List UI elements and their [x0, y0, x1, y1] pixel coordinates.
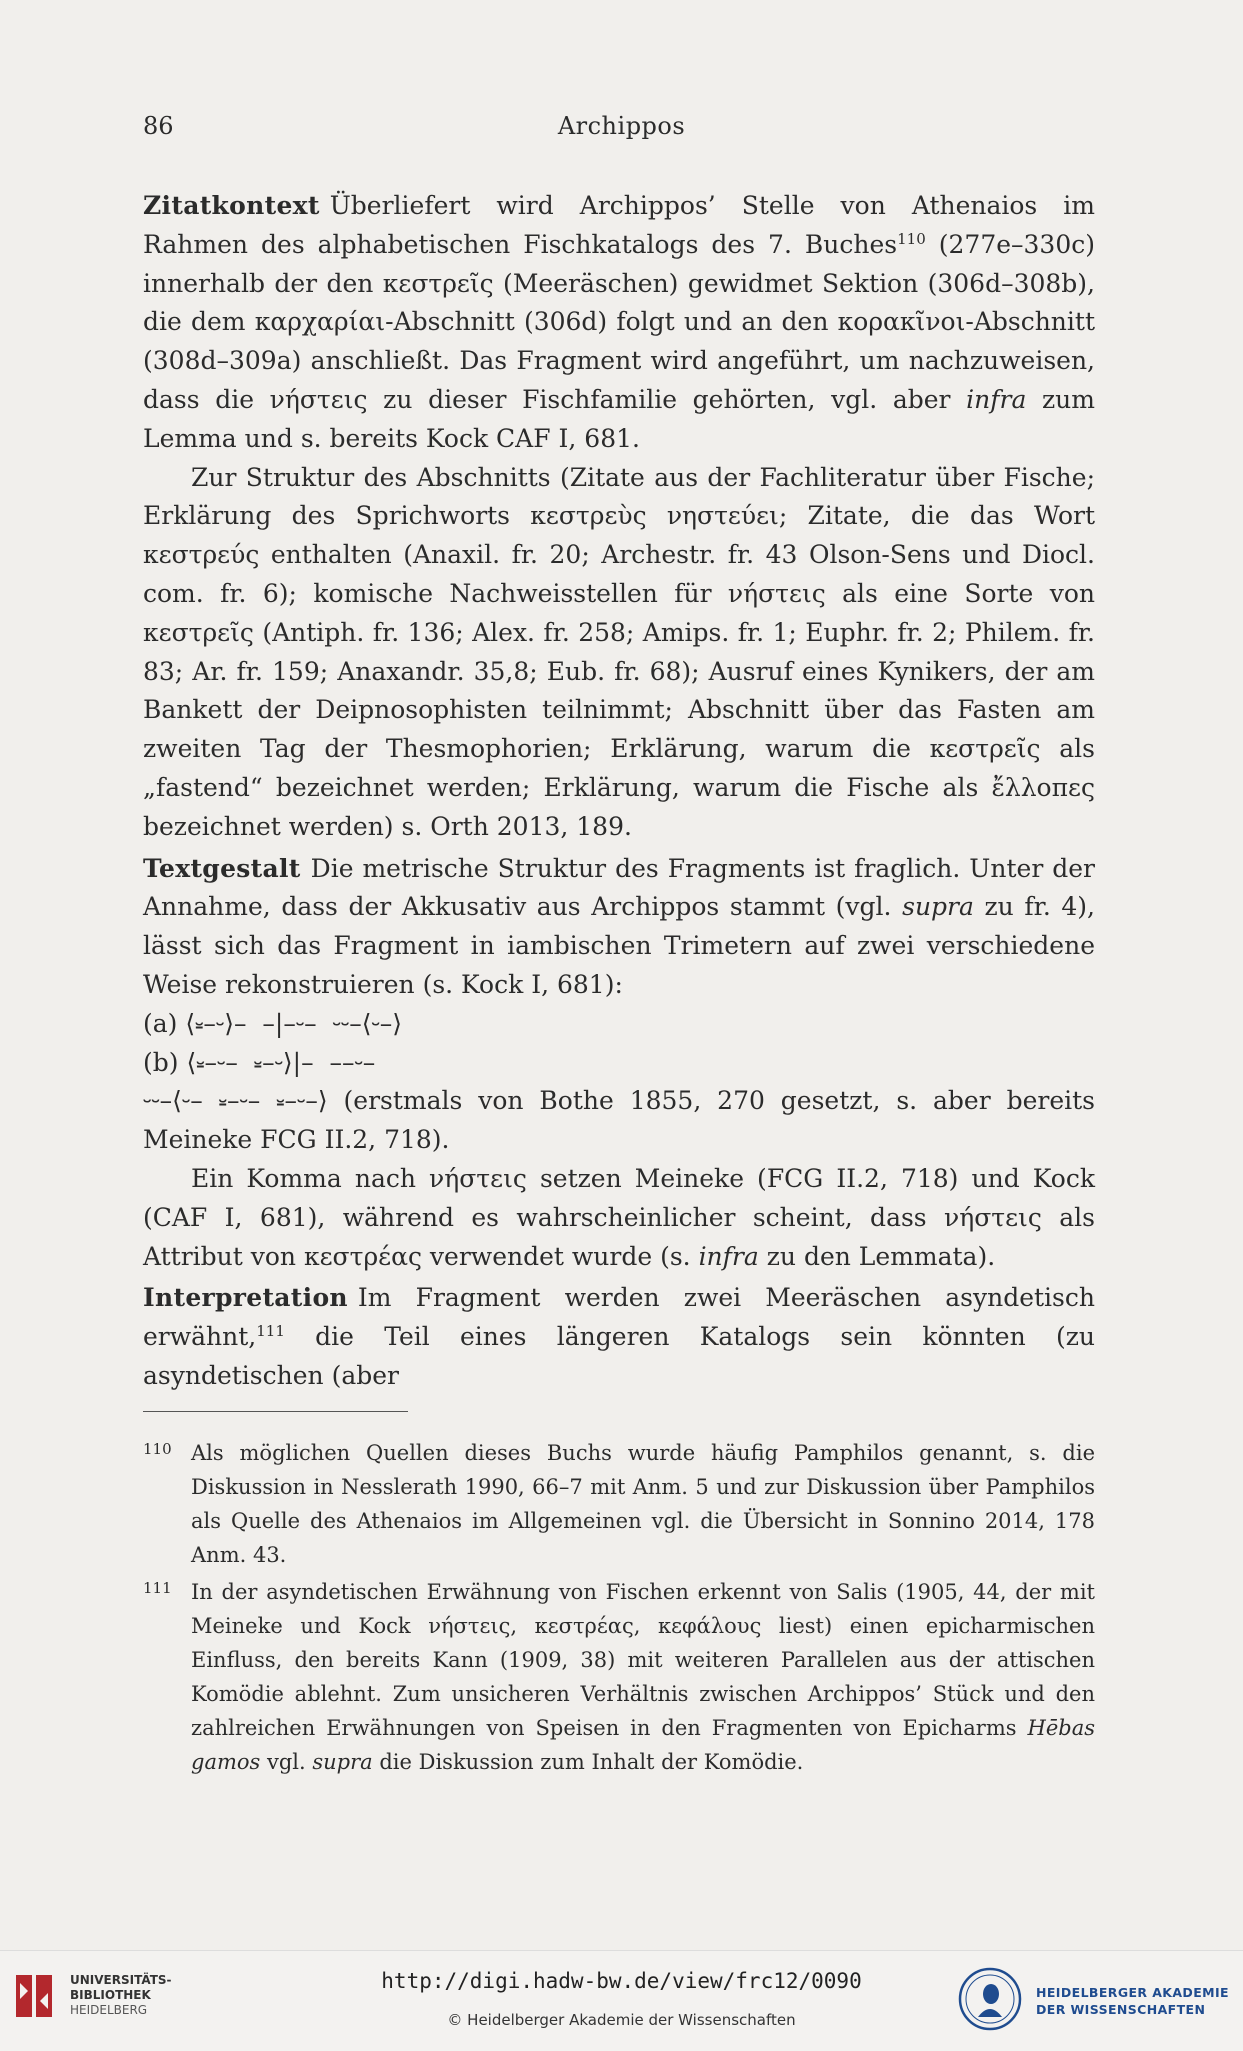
emphasis: Hēbas gamos: [191, 1716, 1095, 1774]
running-head: Archippos: [557, 112, 686, 140]
viewer-footer: [0, 1950, 1243, 2051]
metric-scheme-c: ⏑⏑–⟨⏑– ⏓–⏑– ⏓–⏑–⟩: [143, 1086, 328, 1116]
academy-seal-icon[interactable]: [958, 1967, 1022, 2031]
footnote-text: die Diskussion zum Inhalt der Komödie.: [372, 1750, 804, 1774]
paragraph-interpretation: [143, 1279, 1095, 1395]
paragraph-zitatkontext: [143, 187, 1095, 459]
library-line-2: BIBLIOTHEK: [70, 1988, 151, 2002]
text-span: zu den Lemmata).: [758, 1241, 996, 1271]
text-span: Überliefert wird Archippos’ Stelle von Athenaios im Rahmen des alphabetischen Fischkatalogs des 7. Buches: [143, 191, 1095, 259]
footnote-110: [143, 1436, 1095, 1572]
text-span: zu fr. 4), lässt sich das Fragment in iambischen Trimetern auf zwei verschiedene Weise rekonstruieren (s. Kock I, 681):: [143, 892, 1096, 999]
page-number: 86: [143, 112, 174, 140]
metric-scheme-b: (b) ⟨⏓–⏑– ⏓–⏑⟩|– ––⏑–: [143, 1047, 376, 1077]
footnote-number: 110: [143, 1440, 172, 1458]
text-span: die Teil eines längeren Katalogs sein könnten (zu asyndetischen (aber: [143, 1322, 1095, 1390]
paragraph-textgestalt: [143, 850, 1095, 1005]
page-url-link[interactable]: http://digi.hadw-bw.de/view/frc12/0090: [381, 1969, 862, 1993]
metric-scheme-b-continuation: [143, 1082, 1095, 1160]
text-span: Die metrische Struktur des Fragments ist fraglich. Unter der Annahme, dass der Akkusativ aus Archippos stammt (vgl.: [143, 853, 1095, 922]
metric-scheme-a: (a) ⟨⏓–⏑⟩– –|–⏑– ⏑⏑–⟨⏑–⟩: [143, 1008, 403, 1038]
text-span: Ein Komma nach νήστεις setzen Meineke (FCG II.2, 718) und Kock (CAF I, 681), während es wahrscheinlicher scheint, dass νήστεις als Attribut von κεστρέας verwendet wurde (s.: [143, 1163, 1095, 1271]
academy-line-1: HEIDELBERGER AKADEMIE: [1036, 1985, 1229, 2000]
academy-line-2: DER WISSENSCHAFTEN: [1036, 2002, 1206, 2017]
section-label-textgestalt: Textgestalt: [143, 853, 301, 883]
emphasis: infra: [698, 1241, 759, 1271]
footnote-text: vgl.: [260, 1750, 313, 1774]
paragraph-komma: [143, 1160, 1095, 1276]
footnote-ref-111[interactable]: 111: [256, 1322, 285, 1341]
text-span: (erstmals von Bothe 1855, 270 gesetzt, s. aber bereits Meineke FCG II.2, 718).: [143, 1086, 1095, 1155]
section-label-interpretation: Interpretation: [143, 1283, 348, 1313]
emphasis: supra: [312, 1750, 373, 1774]
library-city: HEIDELBERG: [70, 2003, 148, 2017]
footnote-111: [143, 1575, 1095, 1779]
text-span: Im Fragment werden zwei Meeräschen asyndetisch erwähnt,: [143, 1283, 1095, 1352]
footnote-number: 111: [143, 1579, 172, 1597]
emphasis: supra: [902, 892, 974, 922]
main-text: [143, 187, 1095, 1396]
footnote-text: In der asyndetischen Erwähnung von Fischen erkennt von Salis (1905, 44, der mit Meineke und Kock νήστεις, κεστρέας, κεφάλους liest) einen epicharmischen Einfluss, den bereits Kann (1909, 38) mit weiteren Parallelen aus der attischen Komödie ablehnt. Zum unsicheren Verhältnis zwischen Archippos’ Stück und den zahlreichen Erwähnungen von Speisen in den Fragmenten von Epicharms: [191, 1580, 1095, 1740]
footnote-text: Als möglichen Quellen dieses Buchs wurde häufig Pamphilos genannt, s. die Diskussion in Nesslerath 1990, 66–7 mit Anm. 5 und zur Diskussion über Pamphilos als Quelle des Athenaios im Allgemeinen vgl. die Übersicht in Sonnino 2014, 178 Anm. 43.: [191, 1441, 1095, 1567]
page-header: [143, 112, 1100, 148]
paragraph-struktur: Zur Struktur des Abschnitts (Zitate aus der Fachliteratur über Fische; Erklärung des Sprichworts κεστρεὺς νηστεύει; Zitate, die das Wort κεστρεύς enthalten (Anaxil. fr. 20; Archestr. fr. 43 Olson-Sens und Diocl. com. fr. 6); komische Nachweisstellen für νήστεις als eine Sorte von κεστρεῖς (Antiph. fr. 136; Alex. fr. 258; Amips. fr. 1; Euphr. fr. 2; Philem. fr. 83; Ar. fr. 159; Anaxandr. 35,8; Eub. fr. 68); Ausruf eines Kynikers, der am Bankett der Deipnosophisten teilnimmt; Abschnitt über das Fasten am zweiten Tag der Thesmophorien; Erklärung, warum die κεστρεῖς als „fastend“ bezeichnet werden; Erklärung, warum die Fische als ἔλλοπες bezeichnet werden) s. Orth 2013, 189.: [143, 462, 1095, 841]
text-span: (277e–330c) innerhalb der den κεστρεῖς (Meeräschen) gewidmet Sektion (306d–308b), die dem καρχαρίαι-Abschnitt (306d) folgt und an den κορακῖνοι-Abschnitt (308d–309a) anschließt. Das Fragment wird angeführt, um nachzuweisen, dass die νήστεις zu dieser Fischfamilie gehörten, vgl. aber: [143, 229, 1095, 414]
emphasis: infra: [966, 384, 1027, 414]
footnote-separator: [143, 1411, 408, 1412]
copyright-notice: © Heidelberger Akademie der Wissenschaften: [447, 2011, 796, 2029]
footnotes: [143, 1436, 1095, 1779]
footnote-ref-110[interactable]: 110: [897, 229, 926, 248]
section-label-zitatkontext: Zitatkontext: [143, 191, 320, 220]
library-line-1: UNIVERSITÄTS-: [70, 1973, 172, 1987]
academy-name[interactable]: [1036, 1984, 1229, 2018]
text-span: zum Lemma und s. bereits Kock CAF I, 681.: [143, 384, 1095, 453]
